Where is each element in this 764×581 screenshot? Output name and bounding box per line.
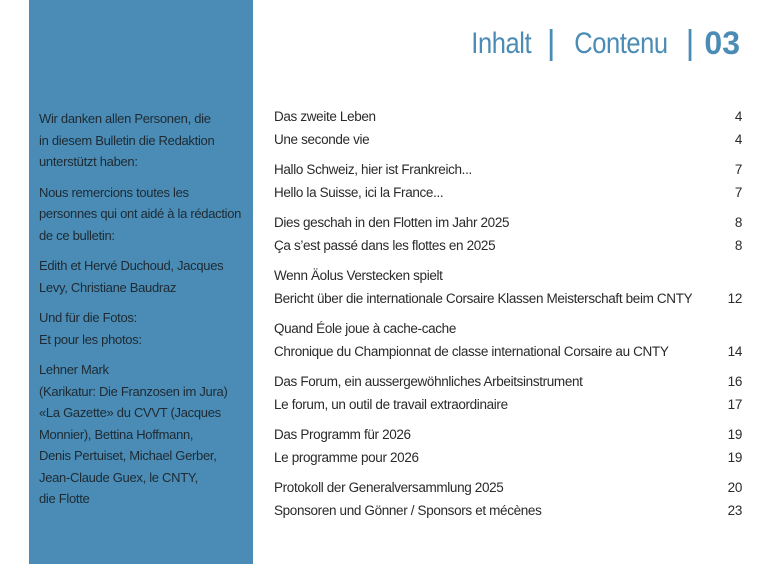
table-of-contents (274, 106, 742, 530)
title-separator: | (685, 24, 695, 62)
page-number: 03 (704, 25, 740, 61)
toc-entry (274, 341, 742, 364)
toc-entry (274, 235, 742, 258)
toc-entry-title: Das zweite Leben (274, 109, 376, 124)
toc-entry-title: Quand Éole joue à cache-cache (274, 321, 456, 336)
toc-entry-title: Dies geschah in den Flotten im Jahr 2025 (274, 215, 510, 230)
acknowledgement-paragraph: Wir danken allen Personen, die in diesem Bulletin die Redaktion unterstützt haben: (39, 111, 215, 169)
toc-entry-page: 19 (727, 449, 742, 465)
toc-entry (274, 447, 742, 470)
toc-entry (274, 371, 742, 394)
toc-entry (274, 106, 742, 129)
toc-entry-title: Hello la Suisse, ici la France... (274, 184, 444, 200)
toc-entry-page: 19 (727, 427, 742, 442)
toc-entry-page: 4 (734, 131, 742, 147)
toc-entry-title: Une seconde vie (274, 131, 370, 147)
toc-group (274, 106, 742, 151)
toc-entry-page: 8 (734, 237, 742, 253)
toc-entry-page: 23 (727, 502, 742, 518)
toc-entry (274, 288, 742, 311)
toc-entry-title: Wenn Äolus Verstecken spielt (274, 268, 443, 283)
toc-entry (274, 500, 742, 523)
acknowledgements (39, 108, 249, 519)
toc-entry-page: 14 (727, 343, 742, 359)
toc-entry (274, 159, 742, 182)
toc-entry-title: Hallo Schweiz, hier ist Frankreich... (274, 162, 472, 177)
toc-entry-page: 12 (727, 290, 742, 306)
toc-entry (274, 477, 742, 500)
acknowledgement-paragraph: Nous remercions toutes les personnes qui ont aidé à la rédaction de ce bulletin: (39, 184, 242, 243)
toc-group (274, 477, 742, 522)
toc-entry-title: Sponsoren und Gönner / Sponsors et mécènes (274, 502, 542, 518)
toc-entry-title: Bericht über die internationale Corsaire Klassen Meisterschaft beim CNTY (274, 290, 693, 306)
page-header (466, 24, 740, 63)
toc-entry-page: 17 (727, 396, 742, 412)
toc-entry (274, 129, 742, 152)
toc-entry-title: Le programme pour 2026 (274, 449, 419, 465)
toc-entry-title: Le forum, un outil de travail extraordinaire (274, 396, 508, 412)
page-title-de: Inhalt (471, 26, 532, 60)
toc-entry (274, 265, 742, 288)
toc-group (274, 159, 742, 204)
toc-entry-title: Chronique du Championnat de classe international Corsaire au CNTY (274, 343, 669, 359)
toc-entry-page: 4 (734, 109, 742, 124)
toc-entry (274, 212, 742, 235)
toc-entry-title: Das Programm für 2026 (274, 427, 411, 442)
toc-entry-page: 20 (727, 480, 742, 495)
toc-entry-title: Das Forum, ein aussergewöhnliches Arbeitsinstrument (274, 374, 583, 389)
acknowledgement-paragraph: Und für die Fotos: Et pour les photos: (39, 310, 142, 347)
toc-group (274, 371, 742, 416)
toc-entry-title: Ça s’est passé dans les flottes en 2025 (274, 237, 496, 253)
toc-entry-page: 8 (734, 215, 742, 230)
title-separator: | (546, 24, 556, 62)
toc-entry (274, 424, 742, 447)
page-title-fr: Contenu (573, 26, 668, 60)
toc-entry (274, 182, 742, 205)
toc-entry (274, 394, 742, 417)
toc-group (274, 318, 742, 363)
toc-group (274, 212, 742, 257)
toc-entry-page: 7 (734, 184, 742, 200)
toc-entry-title: Protokoll der Generalversammlung 2025 (274, 480, 504, 495)
toc-entry-page: 16 (727, 374, 742, 389)
acknowledgement-paragraph: Lehner Mark (Karikatur: Die Franzosen im Jura) «La Gazette» du CVVT (Jacques Monnier), Bettina Hoffmann, Denis Pertuiset, Michael Gerber, Jean-Claude Guex, le CNTY, die Flotte (39, 362, 228, 506)
toc-entry-page: 7 (734, 162, 742, 177)
acknowledgement-paragraph: Edith et Hervé Duchoud, Jacques Levy, Christiane Baudraz (39, 258, 224, 295)
toc-group (274, 265, 742, 310)
toc-entry (274, 318, 742, 341)
toc-group (274, 424, 742, 469)
